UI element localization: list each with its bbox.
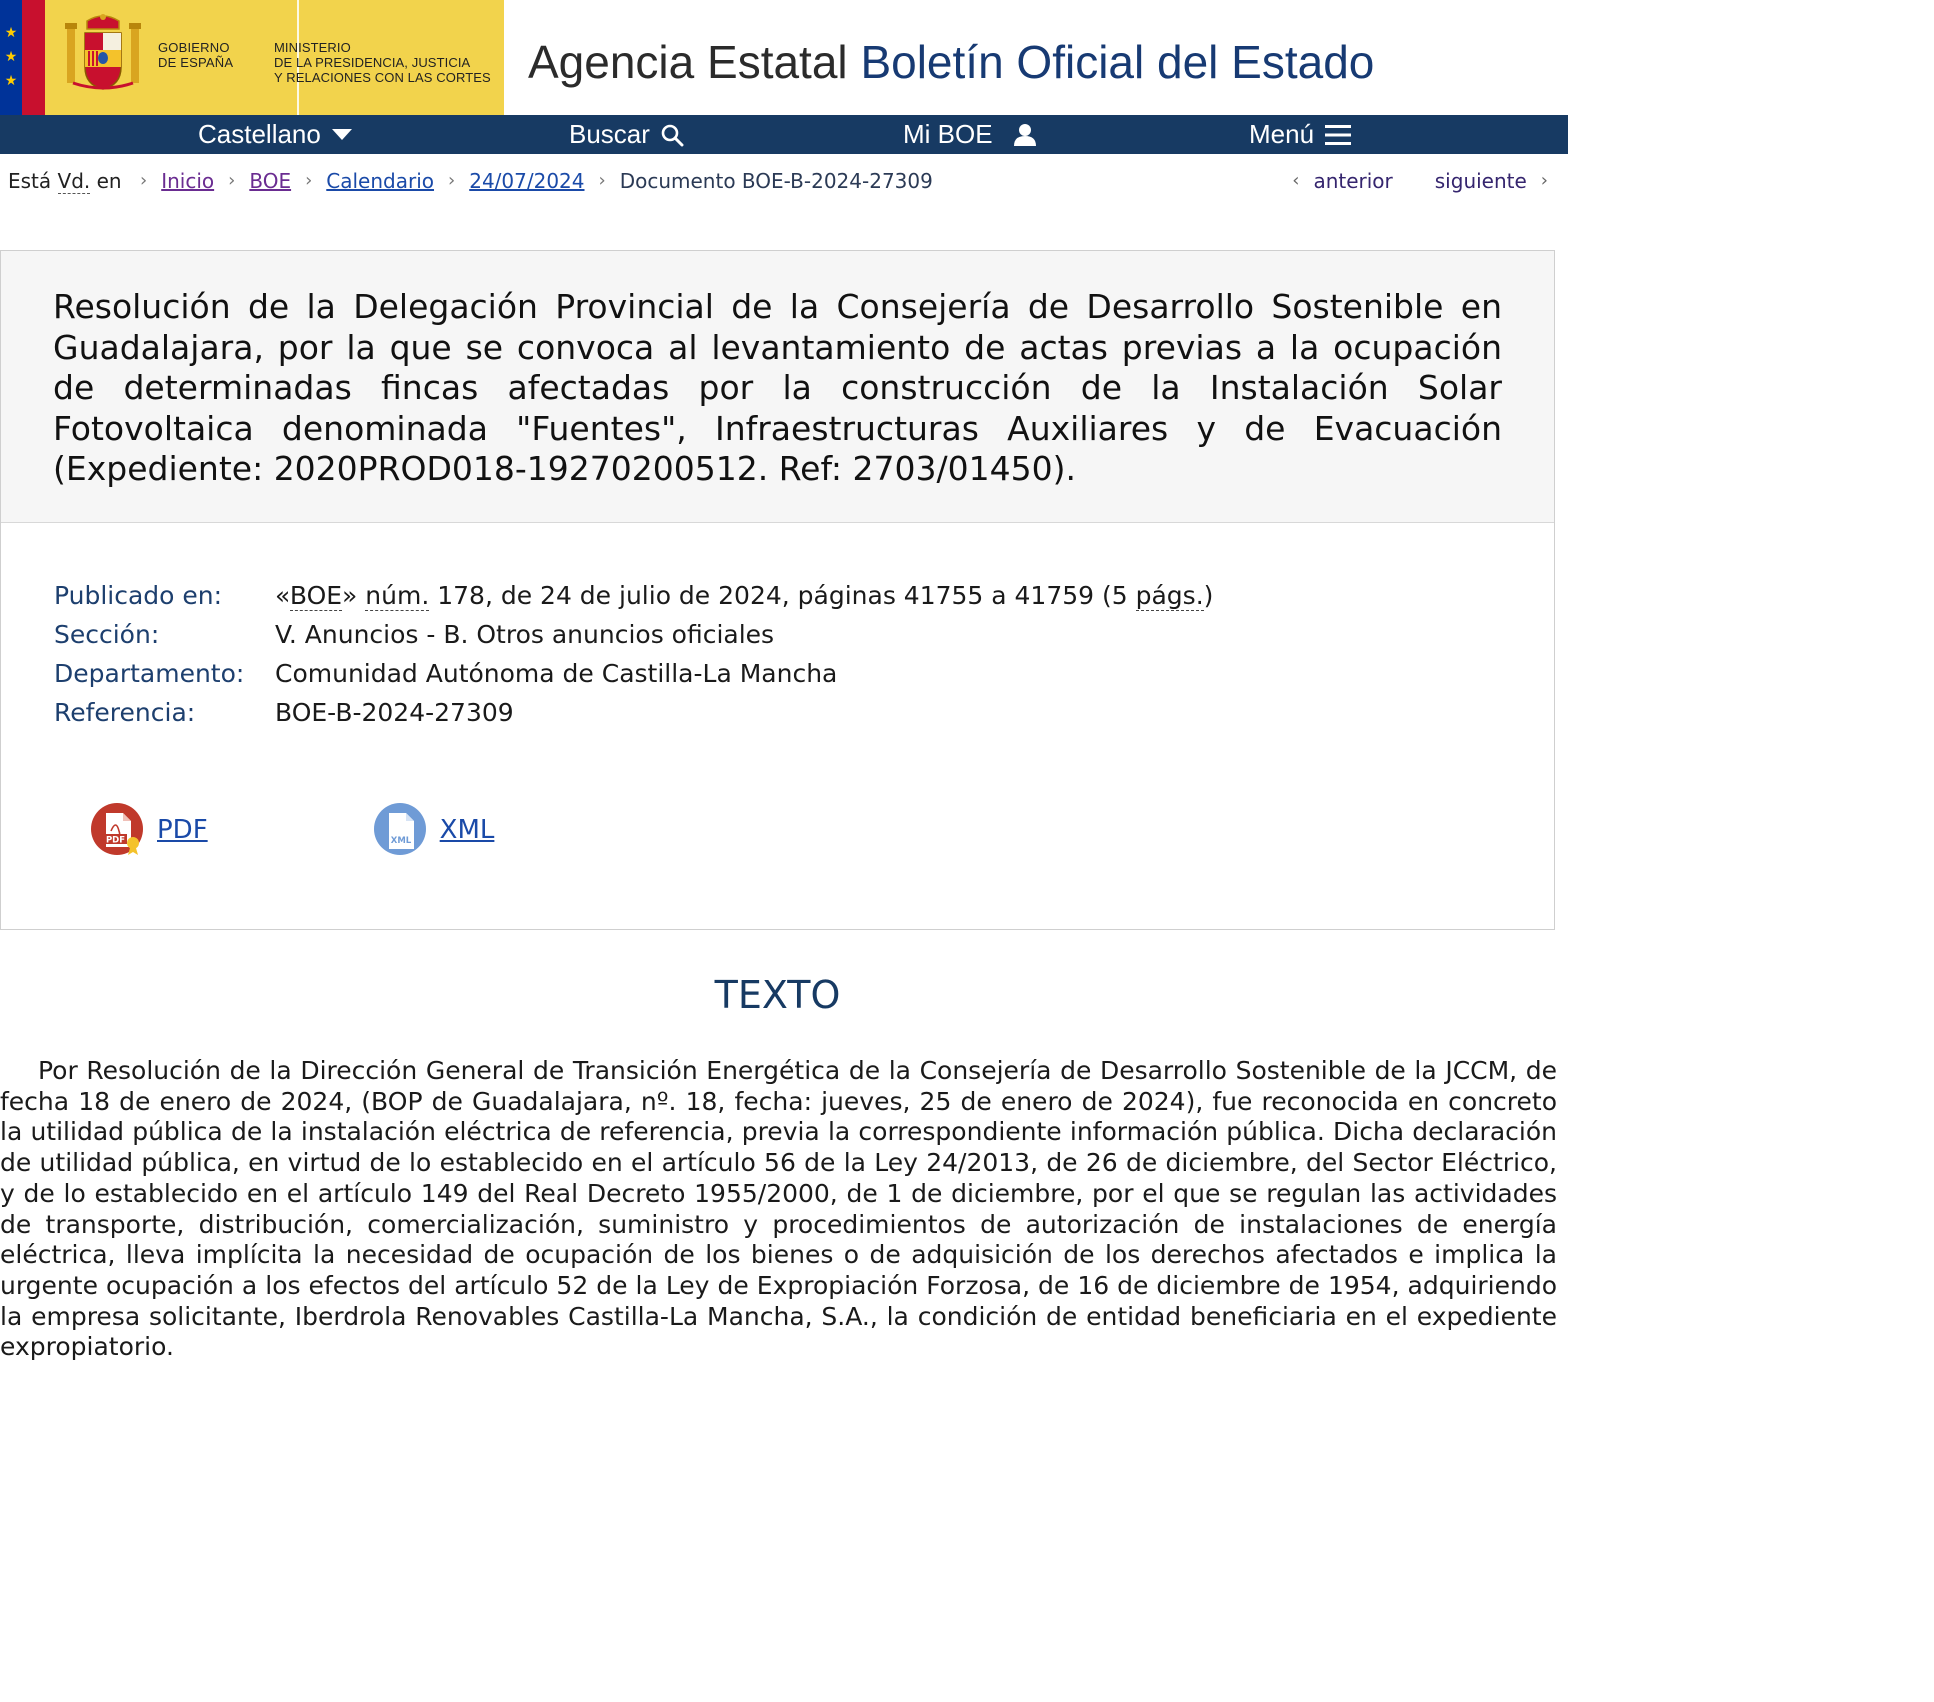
- body-paragraph: Por Resolución de la Dirección General de Transición Energética de la Consejería de Desarrollo Sostenible de la JCCM, de fecha 18 de enero de 2024, (BOP de Guadalajara, nº. 18, fecha: jueves, 25 de enero de 2024), fue reconocida en concreto la utilidad pública de la instalación eléctrica de referencia, previa la correspondiente información pública. Dicha declaración de utilidad pública, en virtud de lo establecido en el artículo 56 de la Ley 24/2013, de 26 de diciembre, del Sector Eléctrico, y de lo establecido en el artículo 149 del Real Decreto 1955/2000, de 1 de diciembre, por el que se regulan las actividades de transporte, distribución, comercialización, suministro y procedimientos de autorización de instalaciones de energía eléctrica, lleva implícita la necesidad de ocupación de los bienes o de adquisición de los derechos afectados e implica la urgente ocupación a los efectos del artículo 52 de la Ley de Expropiación Forzosa, de 16 de diciembre de 1954, adquiriendo la empresa solicitante, Iberdrola Renovables Castilla-La Mancha, S.A., la condición de entidad beneficiaria en el expediente expropiatorio.: [0, 1056, 1557, 1362]
- reference-label: Referencia:: [54, 698, 196, 727]
- language-label: Castellano: [198, 119, 321, 149]
- breadcrumb-prefix: Está Vd. en: [8, 169, 122, 193]
- svg-text:XML: XML: [390, 836, 411, 846]
- my-boe-button[interactable]: [903, 115, 1037, 154]
- reference-value: BOE-B-2024-27309: [275, 698, 514, 727]
- breadcrumb-calendar[interactable]: Calendario: [326, 169, 435, 193]
- chevron-left-icon: ‹: [1292, 170, 1300, 191]
- chevron-right-icon: ›: [1540, 170, 1548, 191]
- agency-name: Boletín Oficial del Estado: [860, 36, 1375, 88]
- document-box: [0, 250, 1555, 930]
- breadcrumb-date[interactable]: 24/07/2024: [469, 169, 585, 193]
- meta-row-published: [54, 576, 1213, 615]
- document-pager: [1292, 154, 1548, 208]
- menu-button[interactable]: [1249, 115, 1352, 154]
- chevron-right-icon: ›: [228, 170, 236, 191]
- hamburger-menu-icon: [1324, 124, 1352, 146]
- xml-file-icon[interactable]: [374, 803, 428, 857]
- document-metadata: [54, 576, 1213, 732]
- previous-link[interactable]: anterior: [1313, 169, 1393, 193]
- my-boe-label: Mi BOE: [903, 119, 993, 149]
- next-link[interactable]: siguiente: [1434, 169, 1527, 193]
- eu-star-icon: ★: [4, 73, 18, 89]
- abbr-boe: BOE: [289, 581, 343, 610]
- pdf-file-icon[interactable]: [91, 803, 145, 857]
- eu-star-icon: ★: [4, 25, 18, 41]
- published-label: Publicado en:: [54, 581, 223, 610]
- search-nav-button[interactable]: [569, 115, 684, 154]
- government-logo-block[interactable]: [45, 0, 504, 115]
- coat-of-arms-icon: [63, 13, 143, 97]
- breadcrumb-home[interactable]: Inicio: [161, 169, 215, 193]
- abbr-usted: Vd.: [57, 169, 91, 193]
- eu-star-icon: ★: [4, 49, 18, 65]
- pdf-link[interactable]: PDF: [157, 815, 208, 845]
- meta-row-department: [54, 654, 1213, 693]
- meta-row-section: [54, 615, 1213, 654]
- site-header: [0, 0, 1568, 115]
- caret-down-icon: [331, 128, 353, 142]
- user-icon: [1003, 123, 1037, 147]
- meta-row-reference: [54, 693, 1213, 732]
- breadcrumb-boe[interactable]: BOE: [249, 169, 292, 193]
- text-section-heading: TEXTO: [714, 973, 841, 1017]
- chevron-right-icon: ›: [448, 170, 456, 191]
- search-label: Buscar: [569, 119, 650, 149]
- breadcrumb: [0, 154, 1568, 208]
- main-nav: [0, 115, 1568, 154]
- published-value: «BOE» núm. 178, de 24 de julio de 2024, páginas 41755 a 41759 (5 págs.): [275, 581, 1214, 610]
- language-selector[interactable]: [198, 115, 353, 154]
- pdf-download[interactable]: [91, 803, 208, 857]
- document-title: Resolución de la Delegación Provincial de la Consejería de Desarrollo Sostenible en Guadalajara, por la que se convoca al levantamiento de actas previas a la ocupación de determinadas fincas afectadas por la construcción de la Instalación Solar Fotovoltaica denominada "Fuentes", Infraestructuras Auxiliares y de Evacuación (Expediente: 2020PROD018-19270200512. Ref: 2703/01450).: [53, 287, 1502, 488]
- abbr-num: núm.: [365, 581, 430, 610]
- department-value: Comunidad Autónoma de Castilla-La Mancha: [275, 659, 838, 688]
- agency-prefix: Agencia Estatal: [528, 36, 848, 88]
- ministry-name: MINISTERIO DE LA PRESIDENCIA, JUSTICIA Y RELACIONES CON LAS CORTES: [274, 40, 491, 85]
- section-label: Sección:: [54, 620, 160, 649]
- svg-text:PDF: PDF: [105, 835, 126, 846]
- eu-flag-band: [0, 0, 22, 115]
- xml-link[interactable]: XML: [439, 815, 495, 845]
- download-links: [91, 803, 494, 857]
- xml-download[interactable]: [374, 803, 495, 857]
- breadcrumb-current: Documento BOE-B-2024-27309: [619, 169, 933, 193]
- government-name: GOBIERNO DE ESPAÑA: [158, 40, 234, 70]
- title-area: [1, 251, 1554, 523]
- agency-title-link[interactable]: [528, 34, 1374, 90]
- section-value: V. Anuncios - B. Otros anuncios oficiales: [275, 620, 775, 649]
- menu-label: Menú: [1249, 119, 1315, 149]
- search-icon: [660, 123, 684, 147]
- breadcrumb-list: [140, 154, 933, 208]
- chevron-right-icon: ›: [305, 170, 313, 191]
- abbr-pags: págs.: [1135, 581, 1204, 610]
- chevron-right-icon: ›: [140, 170, 148, 191]
- chevron-right-icon: ›: [598, 170, 606, 191]
- department-label: Departamento:: [54, 659, 245, 688]
